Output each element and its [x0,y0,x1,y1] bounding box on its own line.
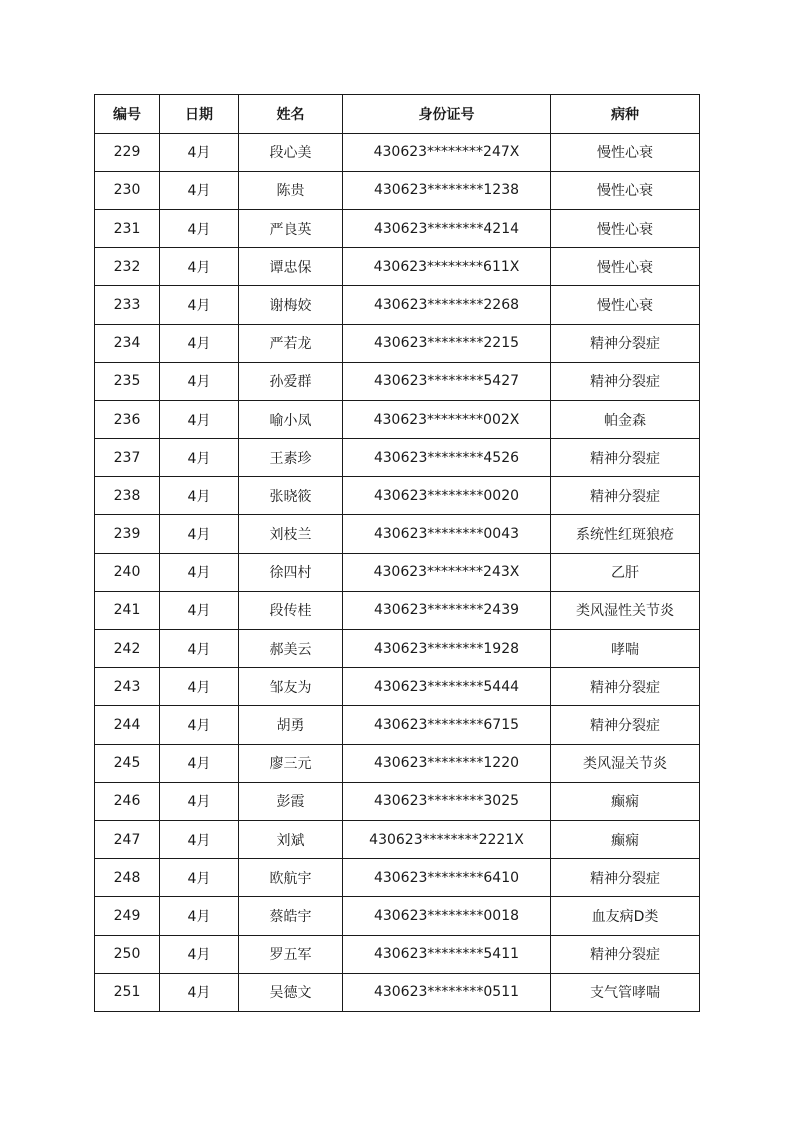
cell-disease: 精神分裂症 [551,362,700,400]
table-row [95,668,700,706]
cell-date: 4月 [160,897,239,935]
cell-number: 233 [95,286,160,324]
cell-number: 249 [95,897,160,935]
cell-disease: 乙肝 [551,553,700,591]
cell-disease: 血友病D类 [551,897,700,935]
cell-id-number: 430623********2439 [343,591,551,629]
cell-date: 4月 [160,744,239,782]
cell-id-number: 430623********6410 [343,859,551,897]
cell-date: 4月 [160,859,239,897]
cell-number: 246 [95,782,160,820]
cell-id-number: 430623********243X [343,553,551,591]
cell-id-number: 430623********611X [343,248,551,286]
header-id-number: 身份证号 [343,95,551,134]
table-row [95,171,700,209]
table-row [95,133,700,171]
cell-number: 245 [95,744,160,782]
header-name: 姓名 [239,95,343,134]
cell-id-number: 430623********1220 [343,744,551,782]
cell-number: 250 [95,935,160,973]
table-row [95,973,700,1011]
table-row [95,935,700,973]
cell-id-number: 430623********0043 [343,515,551,553]
header-row [95,95,700,134]
cell-date: 4月 [160,591,239,629]
table-row [95,439,700,477]
cell-disease: 精神分裂症 [551,935,700,973]
cell-name: 彭霞 [239,782,343,820]
cell-number: 247 [95,820,160,858]
cell-date: 4月 [160,820,239,858]
cell-name: 陈贵 [239,171,343,209]
cell-date: 4月 [160,935,239,973]
cell-number: 235 [95,362,160,400]
cell-disease: 系统性红斑狼疮 [551,515,700,553]
cell-number: 237 [95,439,160,477]
patient-record-table [94,94,700,1012]
table-row [95,782,700,820]
table-row [95,324,700,362]
table-row [95,744,700,782]
table-row [95,515,700,553]
cell-name: 郝美云 [239,630,343,668]
cell-id-number: 430623********5427 [343,362,551,400]
cell-name: 胡勇 [239,706,343,744]
table-body [95,133,700,1011]
table-row [95,209,700,247]
cell-number: 230 [95,171,160,209]
cell-disease: 慢性心衰 [551,133,700,171]
cell-date: 4月 [160,782,239,820]
cell-disease: 癫痫 [551,820,700,858]
cell-number: 242 [95,630,160,668]
table-row [95,362,700,400]
cell-id-number: 430623********3025 [343,782,551,820]
cell-date: 4月 [160,439,239,477]
cell-name: 谢梅姣 [239,286,343,324]
cell-number: 232 [95,248,160,286]
cell-number: 243 [95,668,160,706]
cell-date: 4月 [160,553,239,591]
table-header [95,95,700,134]
cell-id-number: 430623********2221X [343,820,551,858]
cell-id-number: 430623********4526 [343,439,551,477]
cell-name: 严若龙 [239,324,343,362]
table-row [95,859,700,897]
table-row [95,706,700,744]
cell-disease: 类风湿关节炎 [551,744,700,782]
cell-number: 248 [95,859,160,897]
cell-date: 4月 [160,400,239,438]
cell-date: 4月 [160,171,239,209]
cell-disease: 精神分裂症 [551,324,700,362]
cell-number: 239 [95,515,160,553]
cell-date: 4月 [160,286,239,324]
cell-disease: 支气管哮喘 [551,973,700,1011]
cell-date: 4月 [160,973,239,1011]
cell-name: 刘斌 [239,820,343,858]
cell-disease: 精神分裂症 [551,439,700,477]
cell-disease: 慢性心衰 [551,171,700,209]
cell-name: 喻小凤 [239,400,343,438]
cell-number: 234 [95,324,160,362]
table-row [95,553,700,591]
cell-name: 刘枝兰 [239,515,343,553]
table-row [95,897,700,935]
cell-name: 吴德文 [239,973,343,1011]
cell-name: 严良英 [239,209,343,247]
cell-disease: 慢性心衰 [551,248,700,286]
cell-number: 231 [95,209,160,247]
cell-id-number: 430623********1928 [343,630,551,668]
table-row [95,820,700,858]
cell-name: 徐四村 [239,553,343,591]
cell-date: 4月 [160,477,239,515]
header-date: 日期 [160,95,239,134]
cell-name: 谭忠保 [239,248,343,286]
cell-name: 蔡皓宇 [239,897,343,935]
cell-disease: 慢性心衰 [551,209,700,247]
table-row [95,591,700,629]
cell-date: 4月 [160,324,239,362]
cell-number: 251 [95,973,160,1011]
cell-name: 欧航宇 [239,859,343,897]
cell-disease: 精神分裂症 [551,668,700,706]
cell-number: 240 [95,553,160,591]
cell-number: 241 [95,591,160,629]
cell-name: 邹友为 [239,668,343,706]
cell-name: 罗五军 [239,935,343,973]
table-row [95,286,700,324]
cell-name: 段传桂 [239,591,343,629]
table-row [95,248,700,286]
cell-number: 238 [95,477,160,515]
cell-id-number: 430623********0020 [343,477,551,515]
cell-disease: 癫痫 [551,782,700,820]
cell-disease: 精神分裂症 [551,706,700,744]
cell-id-number: 430623********247X [343,133,551,171]
cell-id-number: 430623********6715 [343,706,551,744]
cell-disease: 类风湿性关节炎 [551,591,700,629]
cell-id-number: 430623********1238 [343,171,551,209]
cell-number: 229 [95,133,160,171]
header-disease: 病种 [551,95,700,134]
cell-disease: 慢性心衰 [551,286,700,324]
cell-id-number: 430623********0511 [343,973,551,1011]
header-number: 编号 [95,95,160,134]
table-row [95,630,700,668]
cell-date: 4月 [160,133,239,171]
table-row [95,477,700,515]
cell-id-number: 430623********5444 [343,668,551,706]
cell-disease: 精神分裂症 [551,859,700,897]
cell-date: 4月 [160,362,239,400]
cell-disease: 帕金森 [551,400,700,438]
cell-name: 王素珍 [239,439,343,477]
cell-name: 廖三元 [239,744,343,782]
cell-name: 张晓筱 [239,477,343,515]
cell-number: 244 [95,706,160,744]
cell-date: 4月 [160,630,239,668]
cell-name: 段心美 [239,133,343,171]
cell-date: 4月 [160,515,239,553]
cell-date: 4月 [160,248,239,286]
cell-name: 孙爱群 [239,362,343,400]
cell-id-number: 430623********5411 [343,935,551,973]
cell-id-number: 430623********0018 [343,897,551,935]
cell-id-number: 430623********002X [343,400,551,438]
cell-number: 236 [95,400,160,438]
cell-date: 4月 [160,706,239,744]
cell-date: 4月 [160,209,239,247]
cell-date: 4月 [160,668,239,706]
cell-disease: 哮喘 [551,630,700,668]
cell-id-number: 430623********4214 [343,209,551,247]
cell-disease: 精神分裂症 [551,477,700,515]
table-row [95,400,700,438]
cell-id-number: 430623********2215 [343,324,551,362]
cell-id-number: 430623********2268 [343,286,551,324]
